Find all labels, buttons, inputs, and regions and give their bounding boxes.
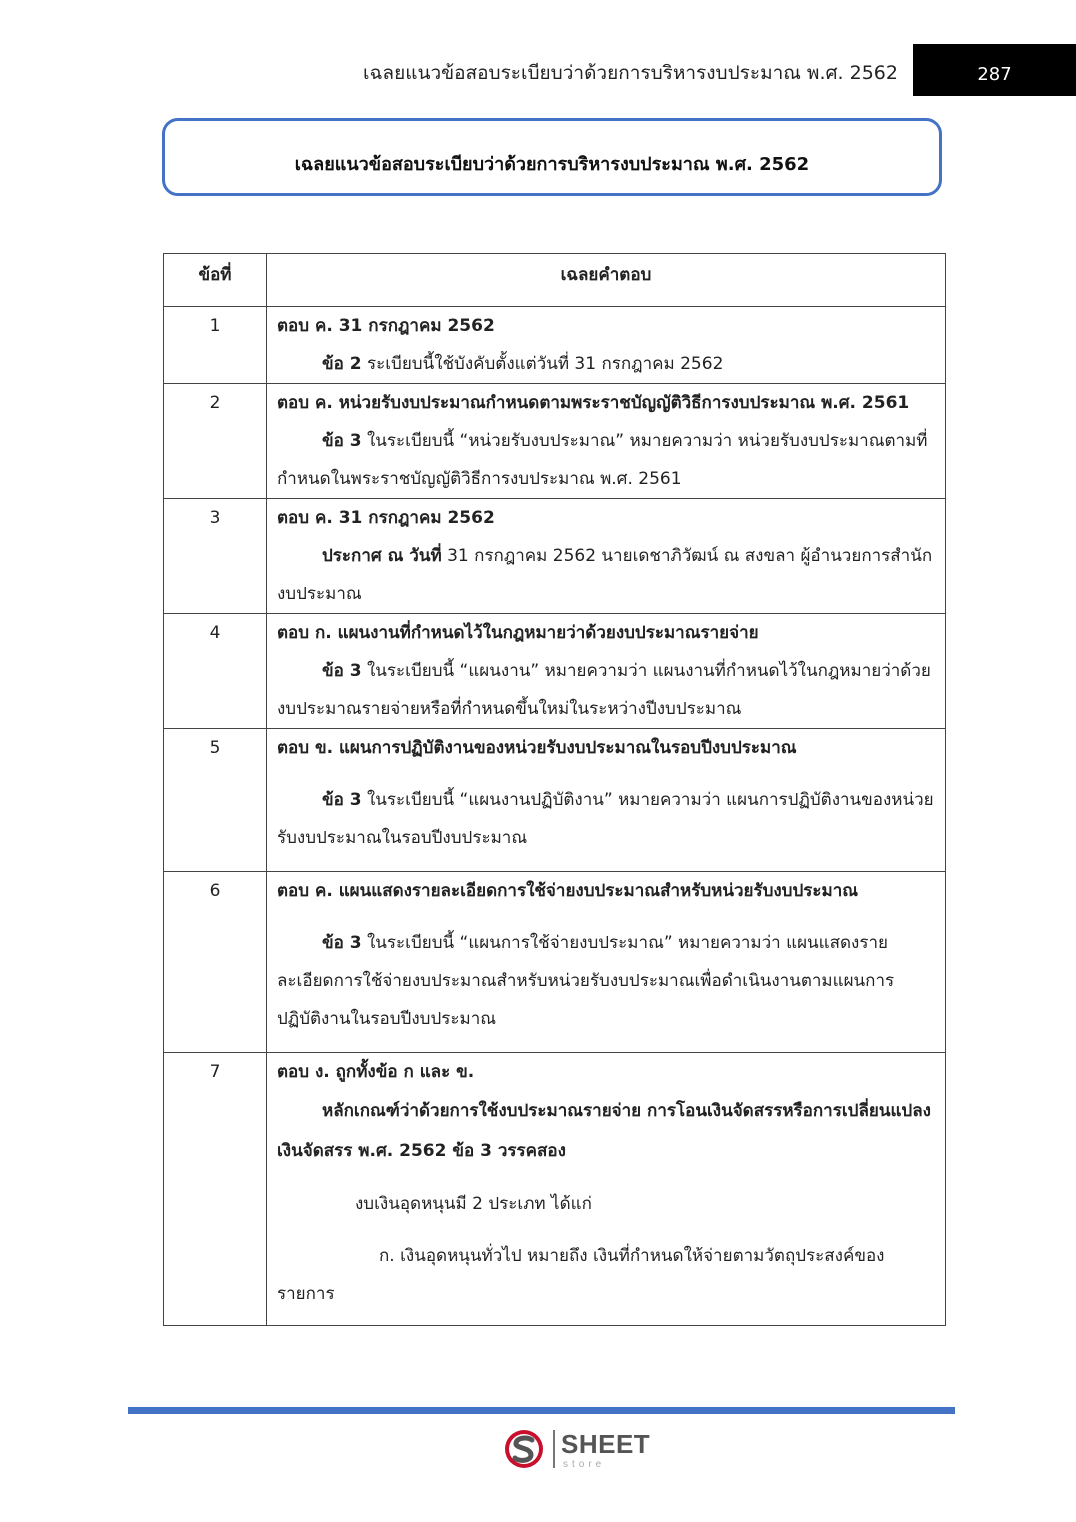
table-row [164,729,946,872]
table-row [164,307,946,384]
answer-text: ตอบ ง. ถูกทั้งข้อ ก และ ข. [277,1062,475,1082]
answer-text: ตอบ ค. แผนแสดงรายละเอียดการใช้จ่ายงบประมาณสำหรับหน่วยรับงบประมาณ [277,881,859,901]
answer-text: ตอบ ค. หน่วยรับงบประมาณกำหนดตามพระราชบัญญัติวิธีการงบประมาณ พ.ศ. 2561 [277,393,910,413]
row-number: 1 [164,307,267,384]
footer-divider [128,1407,955,1414]
reference-text [277,924,937,1038]
reference-body: ในระเบียบนี้ “แผนการใช้จ่ายงบประมาณ” หมายความว่า แผนแสดงรายละเอียดการใช้จ่ายงบประมาณสำหรับหน่วยรับงบประมาณเพื่อดำเนินงานตามแผนการปฏิบัติงานในรอบปีงบประมาณ [277,933,895,1029]
answer-cell [267,499,946,614]
reference-label: ข้อ 3 [322,790,362,810]
reference-body: ในระเบียบนี้ “แผนงาน” หมายความว่า แผนงานที่กำหนดไว้ในกฎหมายว่าด้วยงบประมาณรายจ่ายหรือที่กำหนดขึ้นใหม่ในระหว่างปีงบประมาณ [277,661,931,719]
reference-text [277,345,937,383]
answer-cell [267,1053,946,1326]
table-row [164,499,946,614]
reference-label: ข้อ 3 [322,431,362,451]
answer-text: ตอบ ค. 31 กรกฎาคม 2562 [277,316,495,336]
column-header-number: ข้อที่ [164,254,267,307]
answer-cell [267,307,946,384]
row-number: 7 [164,1053,267,1326]
title-box [162,118,942,196]
logo-subtext: store [563,1459,606,1470]
answer-text: ตอบ ก. แผนงานที่กำหนดไว้ในกฎหมายว่าด้วยงบประมาณรายจ่าย [277,623,759,643]
reference-text [277,652,937,728]
row-number: 6 [164,872,267,1053]
running-header-title: เฉลยแนวข้อสอบระเบียบว่าด้วยการบริหารงบประมาณ พ.ศ. 2562 [363,62,898,84]
row-number: 5 [164,729,267,872]
table-row [164,1053,946,1326]
reference-label: ข้อ 3 [322,661,362,681]
reference-body: ระเบียบนี้ใช้บังคับตั้งแต่วันที่ 31 กรกฎาคม 2562 [361,354,724,374]
answer-cell [267,614,946,729]
table-header-row [164,254,946,307]
reference-label: ประกาศ ณ วันที่ [322,546,442,566]
reference-text [277,537,937,613]
row-number: 4 [164,614,267,729]
page-number-box [913,44,1076,96]
sheet-store-logo-icon [503,1428,545,1470]
reference-label: ข้อ 2 [322,354,362,374]
title-box-text: เฉลยแนวข้อสอบระเบียบว่าด้วยการบริหารงบประมาณ พ.ศ. 2562 [294,154,810,175]
detail-text: งบเงินอุดหนุนมี 2 ประเภท ได้แก่ [355,1194,592,1214]
row-number: 2 [164,384,267,499]
row-number: 3 [164,499,267,614]
table-row [164,872,946,1053]
reference-label: ข้อ 3 [322,933,362,953]
answer-text: ตอบ ค. 31 กรกฎาคม 2562 [277,508,495,528]
reference-text [277,781,937,857]
detail-text: ก. เงินอุดหนุนทั่วไป หมายถึง เงินที่กำหนดให้จ่ายตามวัตถุประสงค์ของรายการ [277,1246,885,1304]
table-row [164,384,946,499]
reference-heading: หลักเกณฑ์ว่าด้วยการใช้งบประมาณรายจ่าย การโอนเงินจัดสรรหรือการเปลี่ยนแปลงเงินจัดสรร พ.ศ. 2562 ข้อ 3 วรรคสอง [277,1101,931,1161]
reference-body: ในระเบียบนี้ “หน่วยรับงบประมาณ” หมายความว่า หน่วยรับงบประมาณตามที่กำหนดในพระราชบัญญัติวิธีการงบประมาณ พ.ศ. 2561 [277,431,928,489]
answer-cell [267,384,946,499]
answer-cell [267,872,946,1053]
reference-text [277,422,937,498]
reference-body: ในระเบียบนี้ “แผนงานปฏิบัติงาน” หมายความว่า แผนการปฏิบัติงานของหน่วยรับงบประมาณในรอบปีงบประมาณ [277,790,934,848]
table-row [164,614,946,729]
logo-divider [553,1430,555,1468]
reference-body: 31 กรกฎาคม 2562 นายเดชาภิวัฒน์ ณ สงขลา ผู้อำนวยการสำนักงบประมาณ [277,546,933,604]
answer-text: ตอบ ข. แผนการปฏิบัติงานของหน่วยรับงบประมาณในรอบปีงบประมาณ [277,738,797,758]
logo-wordmark: SHEET [561,1429,651,1459]
page-number: 287 [977,64,1012,85]
answer-cell [267,729,946,872]
answer-table [163,253,946,1326]
column-header-answer: เฉลยคำตอบ [267,254,946,307]
